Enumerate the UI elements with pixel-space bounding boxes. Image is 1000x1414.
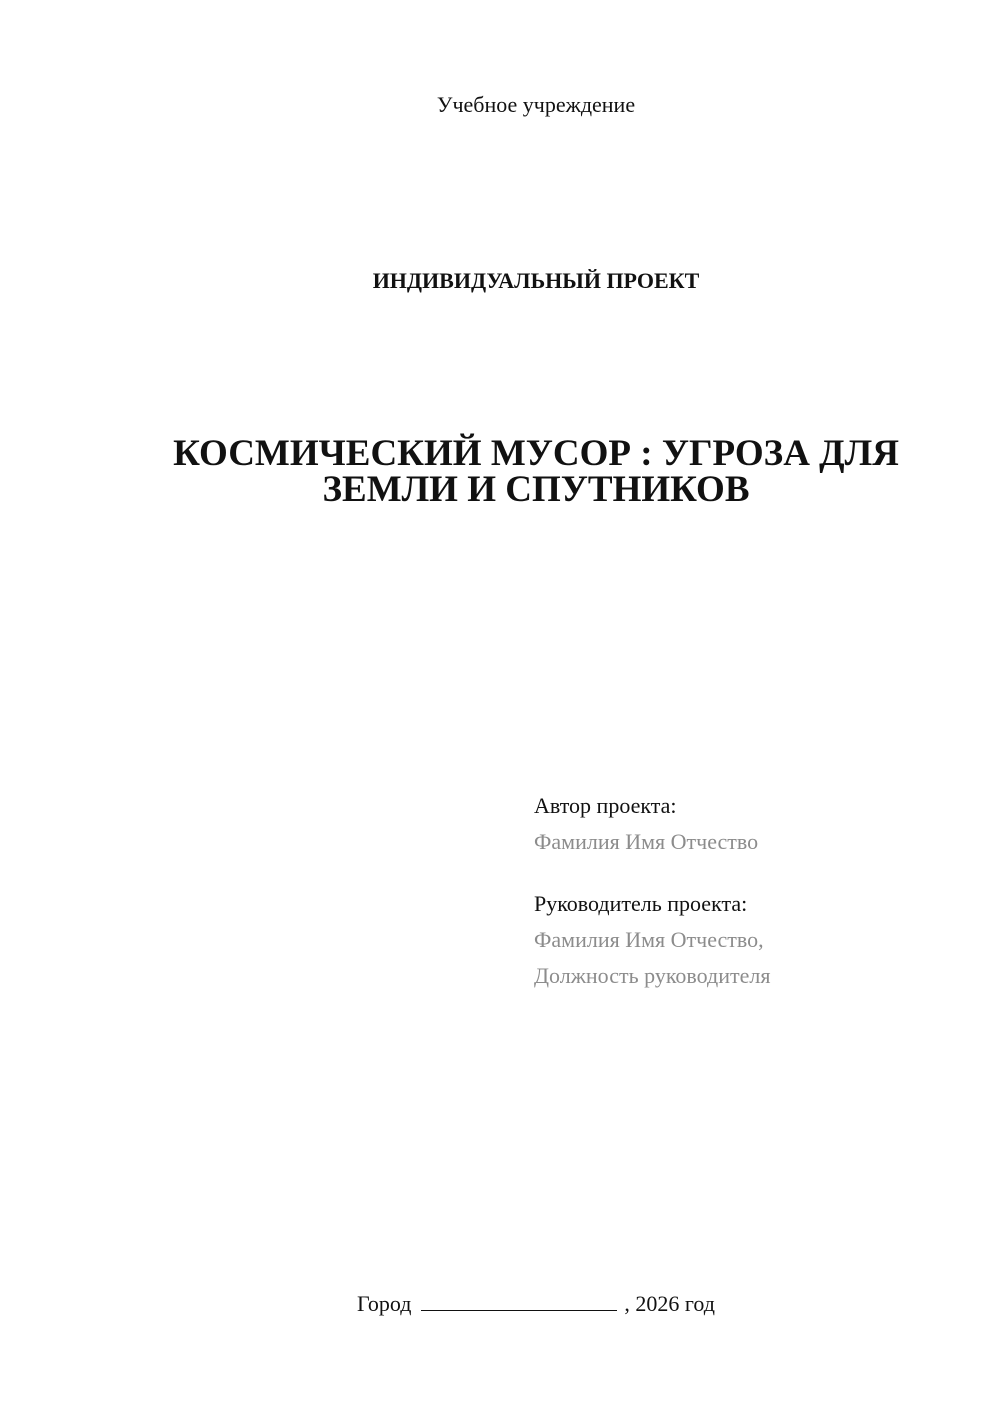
city-label: Город (357, 1291, 412, 1316)
document-type: ИНДИВИДУАЛЬНЫЙ ПРОЕКТ (372, 268, 700, 293)
credits-spacer (534, 860, 974, 886)
year-text: , 2026 год (624, 1291, 715, 1316)
supervisor-position-placeholder: Должность руководителя (534, 963, 771, 988)
institution-name: Учебное учреждение (436, 92, 636, 117)
project-title (100, 433, 972, 510)
project-title-line-2: ЗЕМЛИ И СПУТНИКОВ (322, 469, 750, 510)
city-blank-line (421, 1290, 617, 1311)
author-name-placeholder: Фамилия Имя Отчество (534, 829, 759, 854)
city-year-line (0, 1290, 1000, 1317)
supervisor-label: Руководитель проекта: (534, 891, 748, 916)
credits-block (534, 788, 974, 994)
project-title-line-1: КОСМИЧЕСКИЙ МУСОР : УГРОЗА ДЛЯ (173, 433, 899, 474)
supervisor-name-placeholder: Фамилия Имя Отчество, (534, 927, 764, 952)
author-label: Автор проекта: (534, 793, 677, 818)
